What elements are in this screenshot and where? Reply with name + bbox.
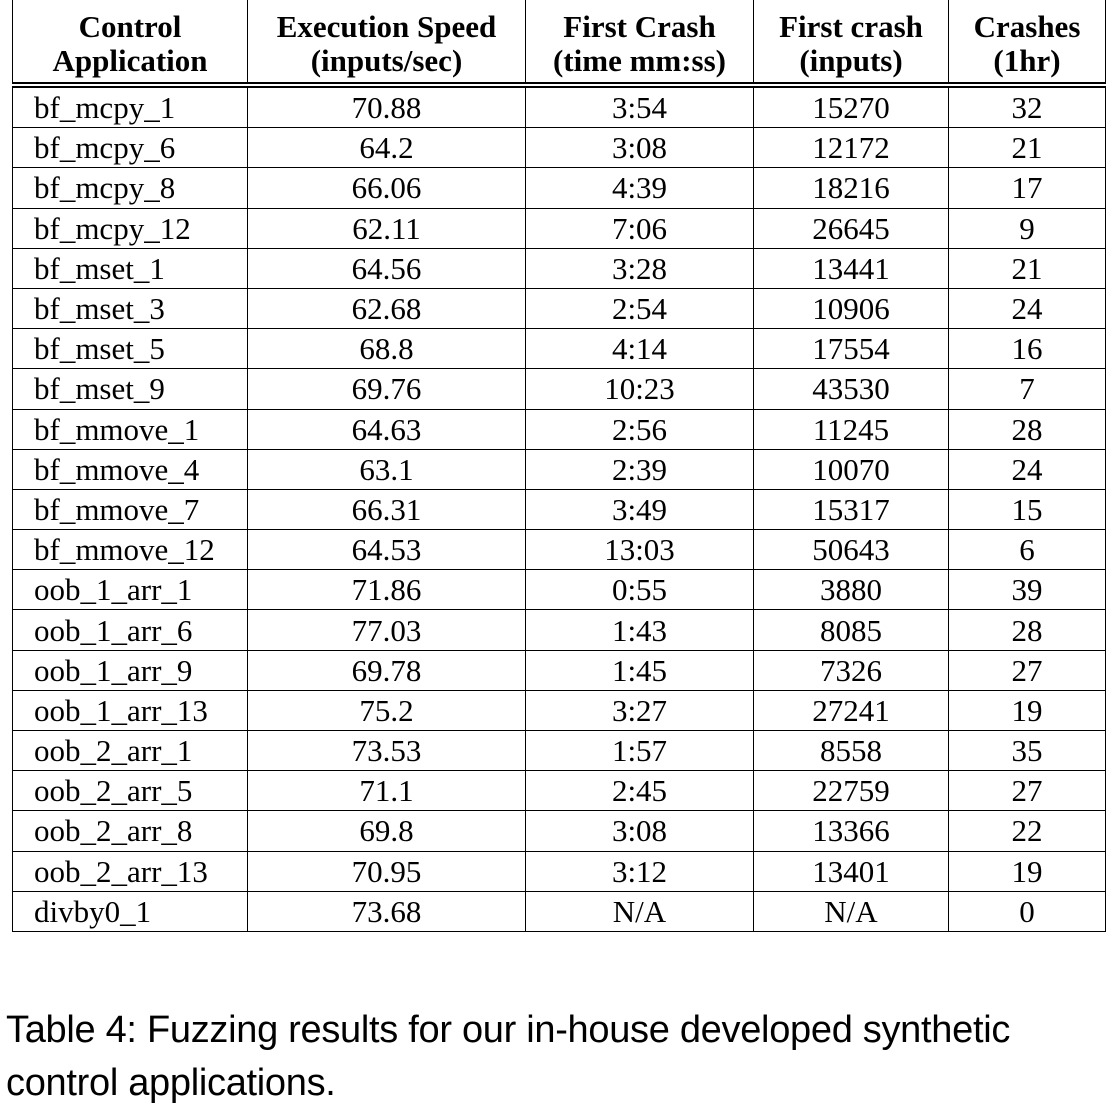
cell-first-crash-time: 1:45 <box>526 650 754 690</box>
table-row <box>13 610 1106 650</box>
cell-application: oob_2_arr_8 <box>13 811 248 851</box>
cell-execution-speed: 75.2 <box>248 690 526 730</box>
cell-execution-speed: 62.68 <box>248 288 526 328</box>
table-row <box>13 369 1106 409</box>
cell-first-crash-time: 2:54 <box>526 288 754 328</box>
cell-crashes: 21 <box>949 128 1106 168</box>
table-row <box>13 409 1106 449</box>
header-first-crash-inputs <box>754 0 949 85</box>
cell-execution-speed: 66.06 <box>248 168 526 208</box>
cell-crashes: 19 <box>949 851 1106 891</box>
cell-application: bf_mcpy_1 <box>13 85 248 128</box>
cell-execution-speed: 70.88 <box>248 85 526 128</box>
header-line: Application <box>52 43 208 78</box>
cell-execution-speed: 73.68 <box>248 891 526 931</box>
table-row <box>13 208 1106 248</box>
header-line: Execution Speed <box>276 9 497 44</box>
cell-first-crash-inputs: 12172 <box>754 128 949 168</box>
cell-first-crash-inputs: 22759 <box>754 771 949 811</box>
cell-first-crash-inputs: 3880 <box>754 570 949 610</box>
cell-crashes: 6 <box>949 530 1106 570</box>
cell-crashes: 27 <box>949 771 1106 811</box>
cell-application: oob_1_arr_1 <box>13 570 248 610</box>
cell-application: oob_2_arr_13 <box>13 851 248 891</box>
results-table <box>12 0 1106 932</box>
cell-application: divby0_1 <box>13 891 248 931</box>
cell-application: bf_mmove_7 <box>13 489 248 529</box>
cell-crashes: 16 <box>949 329 1106 369</box>
header-line: First crash <box>779 9 923 44</box>
table-row <box>13 288 1106 328</box>
cell-crashes: 24 <box>949 449 1106 489</box>
cell-execution-speed: 64.2 <box>248 128 526 168</box>
cell-first-crash-inputs: 43530 <box>754 369 949 409</box>
cell-crashes: 0 <box>949 891 1106 931</box>
cell-application: bf_mmove_4 <box>13 449 248 489</box>
table-row <box>13 771 1106 811</box>
cell-first-crash-time: 2:56 <box>526 409 754 449</box>
cell-application: bf_mmove_1 <box>13 409 248 449</box>
cell-first-crash-time: 0:55 <box>526 570 754 610</box>
cell-first-crash-time: 7:06 <box>526 208 754 248</box>
cell-crashes: 21 <box>949 248 1106 288</box>
table-row <box>13 329 1106 369</box>
caption-line: control applications. <box>6 1062 336 1104</box>
cell-first-crash-inputs: 7326 <box>754 650 949 690</box>
table-row <box>13 811 1106 851</box>
cell-first-crash-time: 3:12 <box>526 851 754 891</box>
header-line: First Crash <box>563 9 716 44</box>
cell-application: bf_mcpy_6 <box>13 128 248 168</box>
cell-execution-speed: 69.8 <box>248 811 526 851</box>
cell-crashes: 39 <box>949 570 1106 610</box>
cell-application: oob_1_arr_9 <box>13 650 248 690</box>
table-row <box>13 690 1106 730</box>
cell-application: bf_mcpy_12 <box>13 208 248 248</box>
header-line: (inputs) <box>799 43 903 78</box>
header-crashes-1hr <box>949 0 1106 85</box>
cell-execution-speed: 73.53 <box>248 731 526 771</box>
cell-first-crash-inputs: 13441 <box>754 248 949 288</box>
cell-application: bf_mset_5 <box>13 329 248 369</box>
header-control-application <box>13 0 248 85</box>
cell-crashes: 28 <box>949 610 1106 650</box>
table-row <box>13 530 1106 570</box>
cell-first-crash-inputs: 8085 <box>754 610 949 650</box>
cell-crashes: 24 <box>949 288 1106 328</box>
table-row <box>13 851 1106 891</box>
header-execution-speed <box>248 0 526 85</box>
table-row <box>13 128 1106 168</box>
cell-execution-speed: 77.03 <box>248 610 526 650</box>
cell-application: oob_1_arr_6 <box>13 610 248 650</box>
cell-first-crash-inputs: 15270 <box>754 85 949 128</box>
cell-first-crash-inputs: 17554 <box>754 329 949 369</box>
cell-execution-speed: 64.53 <box>248 530 526 570</box>
cell-execution-speed: 71.86 <box>248 570 526 610</box>
cell-first-crash-inputs: 10070 <box>754 449 949 489</box>
cell-first-crash-inputs: 15317 <box>754 489 949 529</box>
cell-crashes: 15 <box>949 489 1106 529</box>
cell-first-crash-inputs: 10906 <box>754 288 949 328</box>
cell-execution-speed: 70.95 <box>248 851 526 891</box>
cell-application: oob_2_arr_1 <box>13 731 248 771</box>
cell-application: bf_mset_9 <box>13 369 248 409</box>
header-first-crash-time <box>526 0 754 85</box>
header-line: (inputs/sec) <box>310 43 463 78</box>
cell-first-crash-inputs: N/A <box>754 891 949 931</box>
cell-application: bf_mset_3 <box>13 288 248 328</box>
cell-first-crash-inputs: 18216 <box>754 168 949 208</box>
cell-crashes: 7 <box>949 369 1106 409</box>
caption-line: Table 4: Fuzzing results for our in-house developed synthetic <box>6 1009 1011 1051</box>
cell-first-crash-time: 4:14 <box>526 329 754 369</box>
cell-application: bf_mmove_12 <box>13 530 248 570</box>
cell-crashes: 27 <box>949 650 1106 690</box>
cell-first-crash-time: 3:08 <box>526 128 754 168</box>
cell-first-crash-time: 13:03 <box>526 530 754 570</box>
header-line: Control <box>78 9 182 44</box>
cell-execution-speed: 69.76 <box>248 369 526 409</box>
cell-first-crash-inputs: 11245 <box>754 409 949 449</box>
cell-execution-speed: 64.63 <box>248 409 526 449</box>
cell-first-crash-time: 2:45 <box>526 771 754 811</box>
cell-first-crash-time: 2:39 <box>526 449 754 489</box>
cell-first-crash-inputs: 50643 <box>754 530 949 570</box>
table-row <box>13 650 1106 690</box>
table-row <box>13 891 1106 931</box>
cell-crashes: 19 <box>949 690 1106 730</box>
cell-crashes: 17 <box>949 168 1106 208</box>
cell-execution-speed: 68.8 <box>248 329 526 369</box>
cell-crashes: 35 <box>949 731 1106 771</box>
cell-application: oob_2_arr_5 <box>13 771 248 811</box>
cell-first-crash-inputs: 13401 <box>754 851 949 891</box>
cell-first-crash-inputs: 27241 <box>754 690 949 730</box>
cell-first-crash-time: 1:43 <box>526 610 754 650</box>
cell-crashes: 9 <box>949 208 1106 248</box>
cell-crashes: 28 <box>949 409 1106 449</box>
table-row <box>13 449 1106 489</box>
cell-execution-speed: 66.31 <box>248 489 526 529</box>
cell-execution-speed: 64.56 <box>248 248 526 288</box>
header-row <box>13 0 1106 85</box>
table-row <box>13 248 1106 288</box>
cell-application: bf_mcpy_8 <box>13 168 248 208</box>
header-line: Crashes <box>973 9 1081 44</box>
cell-execution-speed: 69.78 <box>248 650 526 690</box>
cell-first-crash-time: 3:54 <box>526 85 754 128</box>
cell-first-crash-time: 1:57 <box>526 731 754 771</box>
table-row <box>13 85 1106 128</box>
table-row <box>13 168 1106 208</box>
table-caption <box>6 1004 1111 1110</box>
cell-first-crash-time: 3:08 <box>526 811 754 851</box>
results-table-container <box>12 0 1105 932</box>
table-row <box>13 731 1106 771</box>
header-line: (1hr) <box>993 43 1061 78</box>
cell-crashes: 32 <box>949 85 1106 128</box>
cell-first-crash-inputs: 26645 <box>754 208 949 248</box>
cell-first-crash-time: 3:27 <box>526 690 754 730</box>
cell-application: oob_1_arr_13 <box>13 690 248 730</box>
cell-first-crash-time: 3:28 <box>526 248 754 288</box>
table-row <box>13 570 1106 610</box>
cell-first-crash-inputs: 8558 <box>754 731 949 771</box>
cell-first-crash-time: N/A <box>526 891 754 931</box>
header-line: (time mm:ss) <box>552 43 726 78</box>
cell-crashes: 22 <box>949 811 1106 851</box>
cell-first-crash-inputs: 13366 <box>754 811 949 851</box>
cell-first-crash-time: 4:39 <box>526 168 754 208</box>
cell-execution-speed: 71.1 <box>248 771 526 811</box>
cell-first-crash-time: 10:23 <box>526 369 754 409</box>
cell-first-crash-time: 3:49 <box>526 489 754 529</box>
cell-application: bf_mset_1 <box>13 248 248 288</box>
cell-execution-speed: 63.1 <box>248 449 526 489</box>
cell-execution-speed: 62.11 <box>248 208 526 248</box>
table-row <box>13 489 1106 529</box>
